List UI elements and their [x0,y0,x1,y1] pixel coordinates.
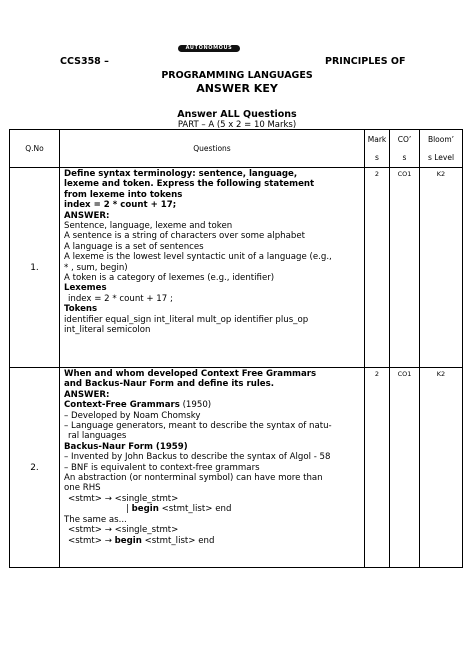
col-questions-header: Questions [60,130,365,168]
col-cos-header: CO’ s [390,130,420,168]
question-cell: When and whom developed Context Free Grammars and Backus-Naur Form and define its rules. ANSWER: Context-Free Grammars (1950) – Developed by Noam Chomsky – Language generators, meant to describe the syntax of natu- ral languages Backus-Naur Form (1959) – Invented by John Backus to describe the syntax of Algol - 58 – BNF is equivalent to context-free grammars An abstraction (or nonterminal symbol) can have more than one RHS <stmt> → <single_stmt> | begin <stmt_list> end The same as... <stmt> → <single_stmt> <stmt> → begin <stmt_list> end [60,368,365,568]
document-title: ANSWER KEY [196,82,278,95]
co-value: CO1 [390,168,420,368]
answer-table [9,129,463,568]
answer-label: ANSWER: [64,389,110,400]
part-heading: PART – A (5 x 2 = 10 Marks) [177,120,297,130]
col-marks-header: Mark s [365,130,390,168]
marks-value: 2 [365,168,390,368]
table-row [10,368,463,568]
course-code: CCS358 – [60,56,109,67]
subject-title-line1: PRINCIPLES OF [325,56,406,67]
question-number: 1. [10,168,60,368]
instruction: Answer ALL Questions [177,109,297,120]
subject-title-line2: PROGRAMMING LANGUAGES [161,70,313,81]
bloom-level-value: K2 [420,168,463,368]
table-row [10,168,463,368]
col-bloom-header: Bloom’ s Level [420,130,463,168]
question-cell: Define syntax terminology: sentence, language, lexeme and token. Express the following statement from lexeme into tokens index = 2 * count + 17; ANSWER: Sentence, language, lexeme and token A sentence is a string of characters over some alphabet A language is a set of sentences A lexeme is the lowest level syntactic unit of a language (e.g., * , sum, begin) A token is a category of lexemes (e.g., identifier) Lexemes index = 2 * count + 17 ; Tokens identifier equal_sign int_literal mult_op identifier plus_op int_literal semicolon [60,168,365,368]
bloom-level-value: K2 [420,368,463,568]
col-qno-header: Q.No [10,130,60,168]
autonomous-badge: AUTONOMOUS [178,45,240,52]
question-number: 2. [10,368,60,568]
answer-label: ANSWER: [64,210,110,221]
co-value: CO1 [390,368,420,568]
marks-value: 2 [365,368,390,568]
table-header-row [10,130,463,168]
